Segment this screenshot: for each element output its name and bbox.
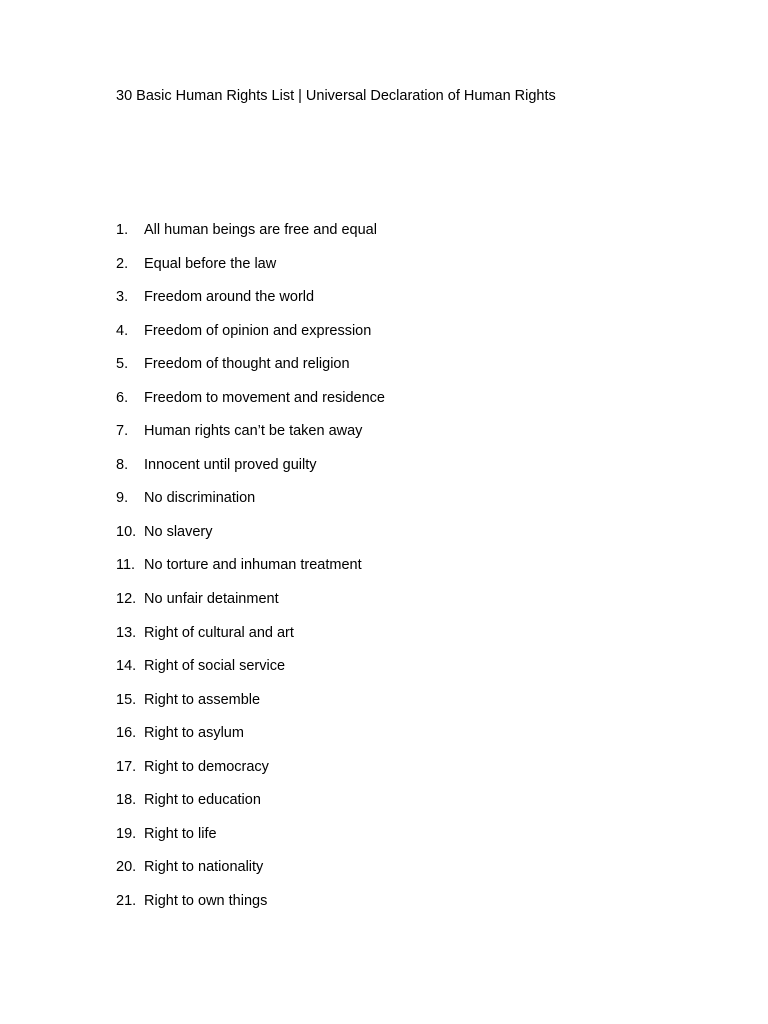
item-number: 6. [116,389,129,406]
item-number: 7. [116,423,129,440]
item-number: 19. [116,825,137,842]
item-number: 17. [116,758,137,775]
list-item [116,825,385,859]
item-number: 16. [116,725,137,742]
item-text: Right to life [144,825,217,842]
list-item [116,791,385,825]
list-item [116,556,385,590]
item-text: Right to education [144,792,261,809]
item-number: 14. [116,658,137,675]
item-text: Right to own things [144,892,268,909]
list-item [116,590,385,624]
item-text: Freedom of opinion and expression [144,322,372,339]
item-text: Right to asylum [144,725,244,742]
list-item [116,389,385,423]
item-text: No slavery [144,523,213,540]
list-item [116,422,385,456]
item-text: Freedom of thought and religion [144,356,350,373]
item-number: 1. [116,222,129,238]
item-text: Innocent until proved guilty [144,456,317,473]
item-number: 3. [116,289,129,306]
list-item [116,355,385,389]
item-text: No unfair detainment [144,591,279,608]
list-item [116,523,385,557]
item-text: No discrimination [144,490,256,507]
list-item [116,691,385,725]
item-text: Freedom to movement and residence [144,389,385,406]
list-item [116,624,385,658]
list-item [116,657,385,691]
page-title: 30 Basic Human Rights List | Universal Declaration of Human Rights [116,88,556,104]
item-text: Equal before the law [144,255,277,272]
item-number: 12. [116,591,137,608]
list-item [116,255,385,289]
item-number: 20. [116,859,137,876]
item-text: Right of social service [144,658,286,675]
item-number: 5. [116,356,129,373]
list-item [116,456,385,490]
item-number: 18. [116,792,137,809]
list-item [116,758,385,792]
item-number: 9. [116,490,129,507]
list-item [116,322,385,356]
item-number: 4. [116,322,129,339]
list-item [116,724,385,758]
item-number: 15. [116,691,137,708]
item-text: Right to democracy [144,758,269,775]
item-number: 11. [116,557,136,574]
item-number: 10. [116,523,137,540]
item-number: 8. [116,456,129,473]
item-text: All human beings are free and equal [144,222,377,238]
list-item [116,858,385,892]
item-number: 13. [116,624,137,641]
item-text: No torture and inhuman treatment [144,557,362,574]
rights-list [116,221,385,925]
item-number: 2. [116,255,129,272]
item-text: Right to assemble [144,691,261,708]
list-item [116,221,385,255]
list-item [116,489,385,523]
item-text: Human rights can’t be taken away [144,423,363,440]
list-item [116,892,385,926]
item-text: Right to nationality [144,859,264,876]
item-text: Freedom around the world [144,289,315,306]
item-text: Right of cultural and art [144,624,294,641]
item-number: 21. [116,892,137,909]
list-item [116,288,385,322]
